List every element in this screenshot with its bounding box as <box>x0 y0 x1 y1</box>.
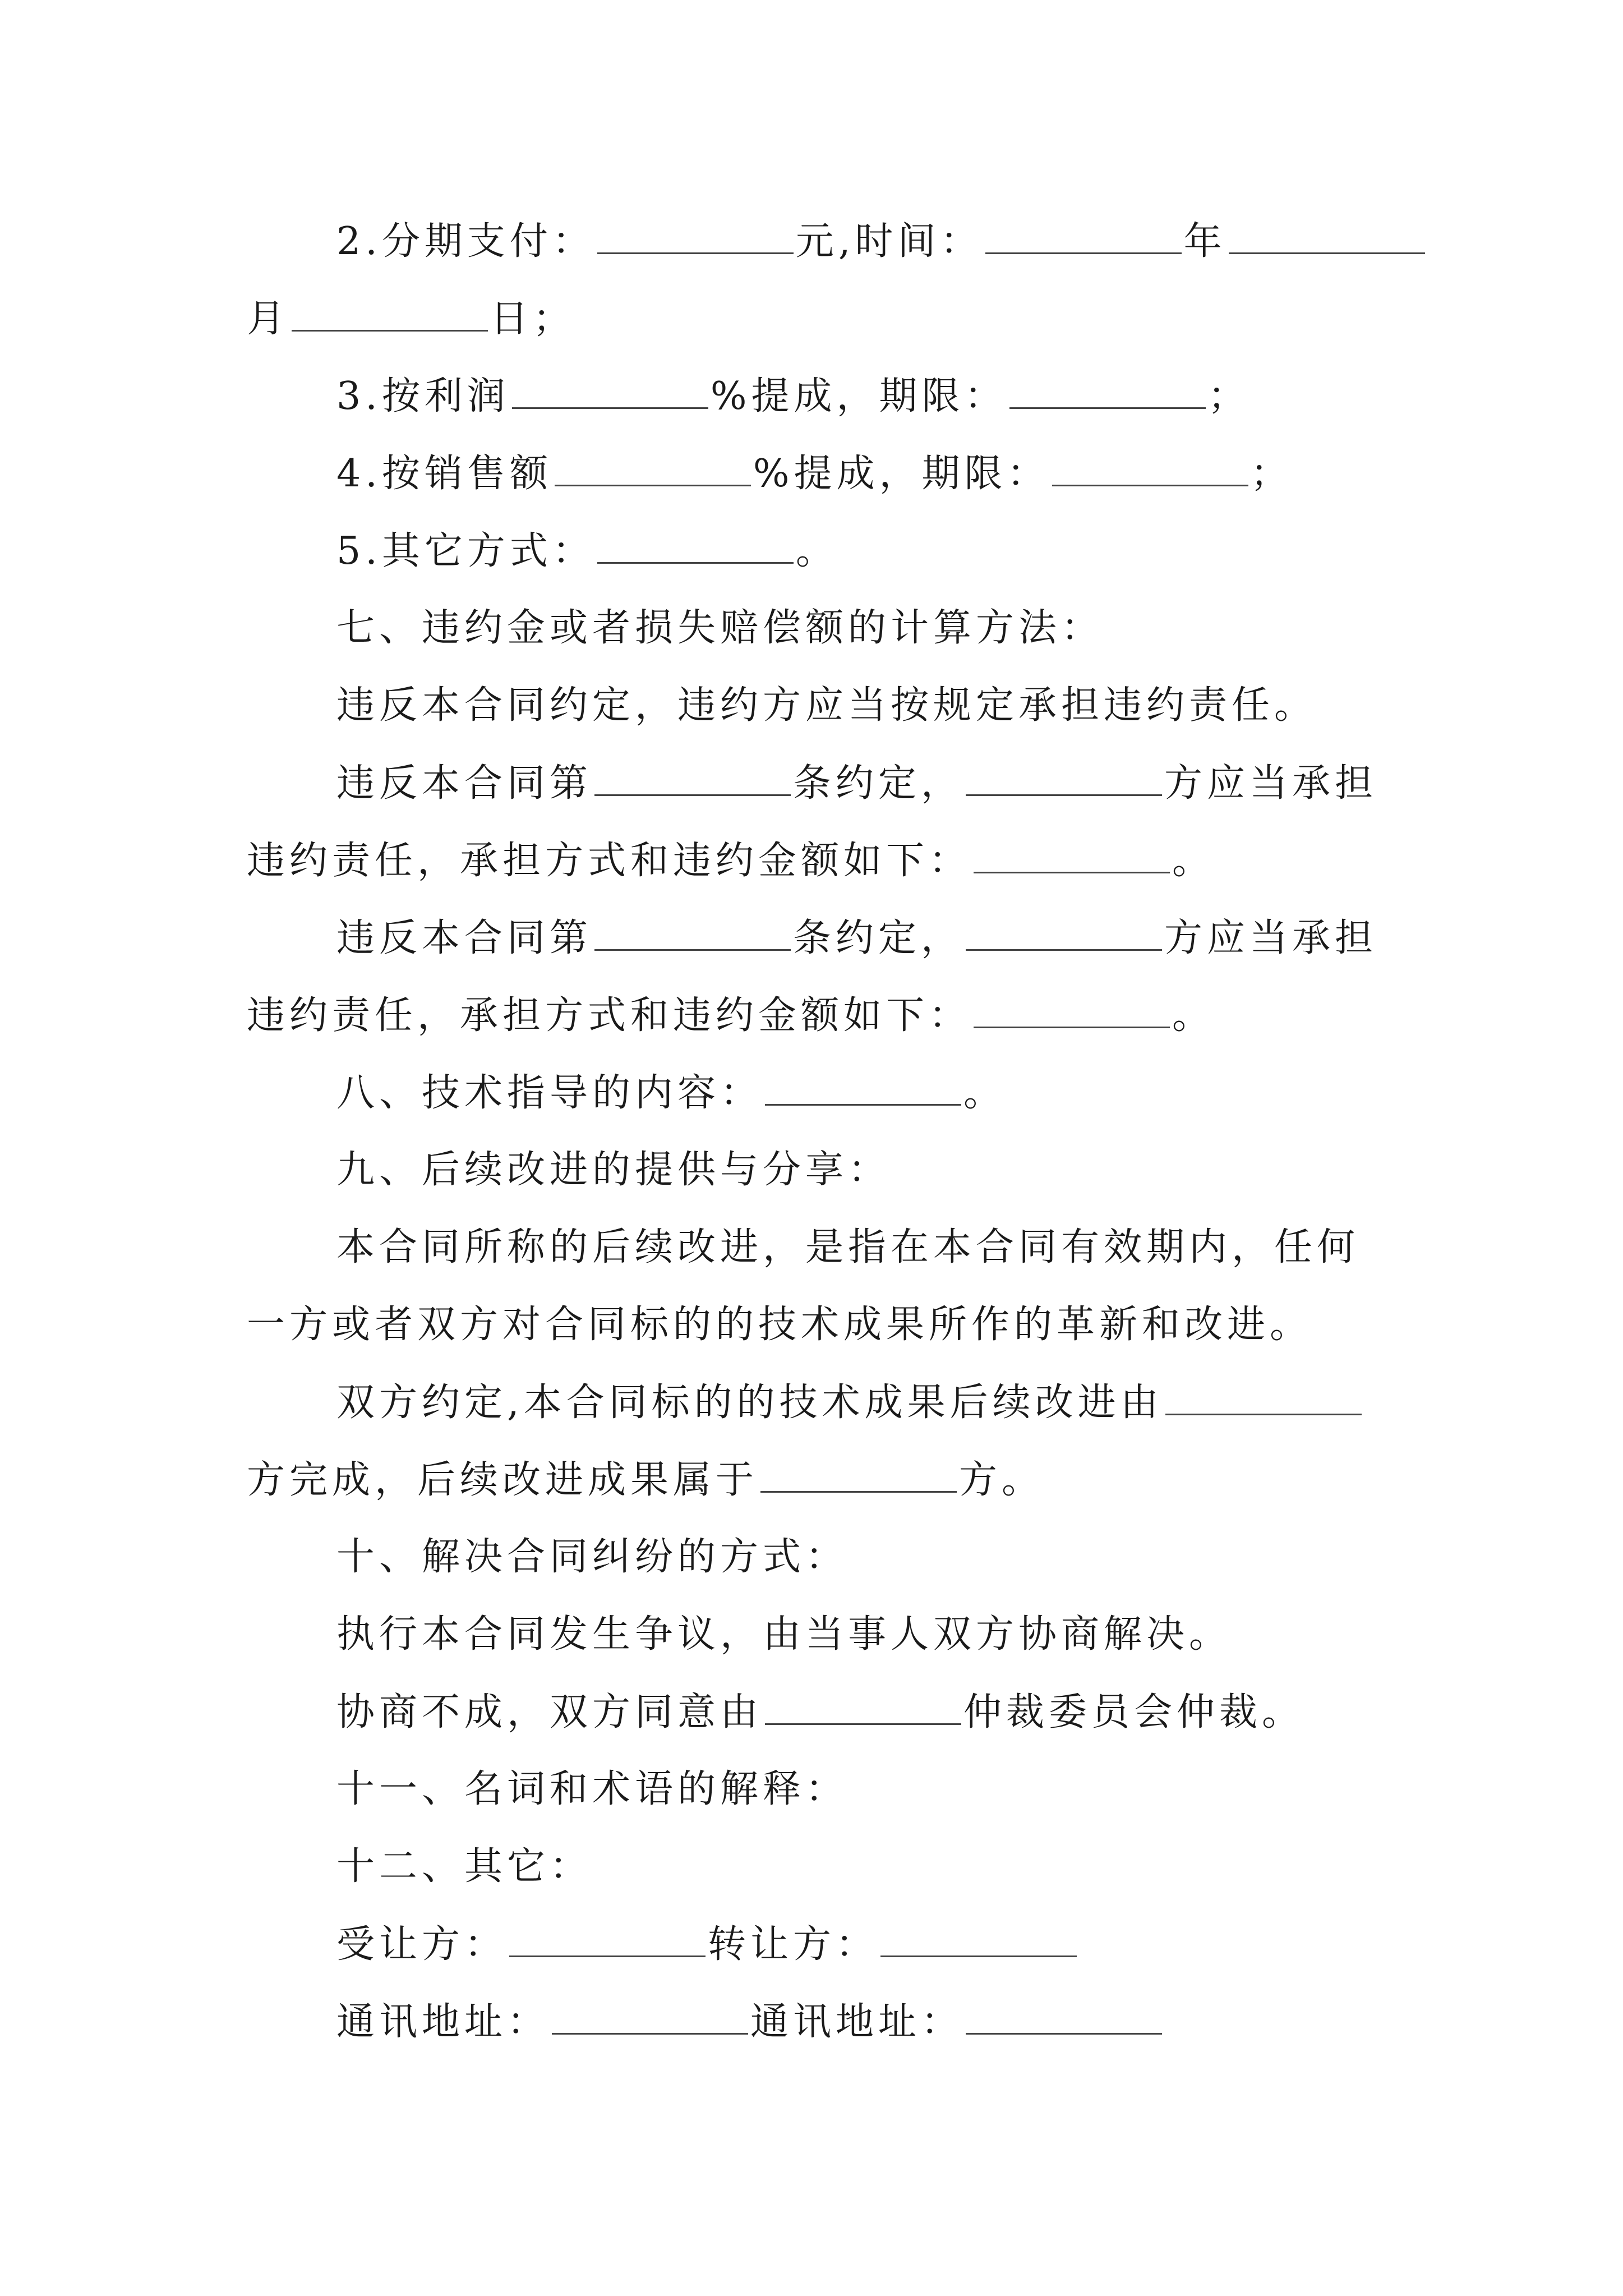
blank-field[interactable] <box>974 987 1170 1028</box>
improvement-line: 双方约定,本合同标的的技术成果后续改进由 <box>0 1374 1623 1430</box>
section-heading: 十二、其它： <box>336 1844 593 1889</box>
blank-field[interactable] <box>1052 445 1248 486</box>
blank-field[interactable] <box>555 445 751 486</box>
blank-field[interactable] <box>594 755 791 796</box>
breach-clause-line: 违反本合同第 条约定， 方应当承担 <box>0 910 1623 966</box>
payment-date-line: 月 日； <box>0 291 1623 347</box>
blank-field[interactable] <box>966 910 1162 951</box>
section-heading: 十一、名词和术语的解释： <box>336 1767 849 1811</box>
breach-liability-line: 违约责任，承担方式和违约金额如下： 。 <box>0 832 1623 889</box>
section-heading: 八、技术指导的内容： 。 <box>0 1065 1623 1121</box>
improvement-owner-line: 方完成，后续改进成果属于 方。 <box>0 1452 1623 1508</box>
signature-parties-line: 受让方： 转让方： <box>0 1916 1623 1972</box>
blank-field[interactable] <box>966 755 1162 796</box>
blank-field[interactable] <box>292 291 488 332</box>
section-heading: 十、解决合同纠纷的方式： <box>336 1535 849 1579</box>
sales-share-line: 4.按销售额 %提成，期限： ； <box>0 445 1623 501</box>
blank-field[interactable] <box>597 523 794 564</box>
blank-field[interactable] <box>966 1994 1162 2035</box>
blank-field[interactable] <box>985 213 1182 254</box>
blank-field[interactable] <box>974 832 1170 873</box>
paragraph-line: 一方或者双方对合同标的的技术成果所作的革新和改进。 <box>247 1303 1313 1347</box>
blank-field[interactable] <box>552 1994 748 2035</box>
other-method-line: 5.其它方式： 。 <box>0 523 1623 579</box>
blank-field[interactable] <box>594 910 791 951</box>
section-heading: 七、违约金或者损失赔偿额的计算方法： <box>336 606 1104 650</box>
section-heading: 九、后续改进的提供与分享： <box>336 1148 891 1192</box>
blank-field[interactable] <box>1009 368 1206 409</box>
blank-field[interactable] <box>765 1684 961 1725</box>
blank-field[interactable] <box>509 1916 706 1957</box>
blank-field[interactable] <box>1165 1374 1362 1415</box>
blank-field[interactable] <box>597 213 794 254</box>
arbitration-line: 协商不成，双方同意由 仲裁委员会仲裁。 <box>0 1684 1623 1740</box>
address-line: 通讯地址： 通讯地址： <box>0 1994 1623 2050</box>
profit-share-line: 3.按利润 %提成，期限： ； <box>0 368 1623 424</box>
paragraph-line: 本合同所称的后续改进，是指在本合同有效期内，任何 <box>336 1225 1360 1269</box>
blank-field[interactable] <box>512 368 708 409</box>
blank-field[interactable] <box>1229 213 1425 254</box>
breach-clause-line: 违反本合同第 条约定， 方应当承担 <box>0 755 1623 811</box>
payment-installment-line: 2.分期支付： 元,时间： 年 <box>0 213 1623 269</box>
paragraph-line: 执行本合同发生争议，由当事人双方协商解决。 <box>336 1612 1232 1657</box>
blank-field[interactable] <box>760 1452 957 1493</box>
blank-field[interactable] <box>880 1916 1077 1957</box>
breach-liability-line: 违约责任，承担方式和违约金额如下： 。 <box>0 987 1623 1043</box>
paragraph-line: 违反本合同约定，违约方应当按规定承担违约责任。 <box>336 683 1317 728</box>
blank-field[interactable] <box>765 1065 961 1106</box>
